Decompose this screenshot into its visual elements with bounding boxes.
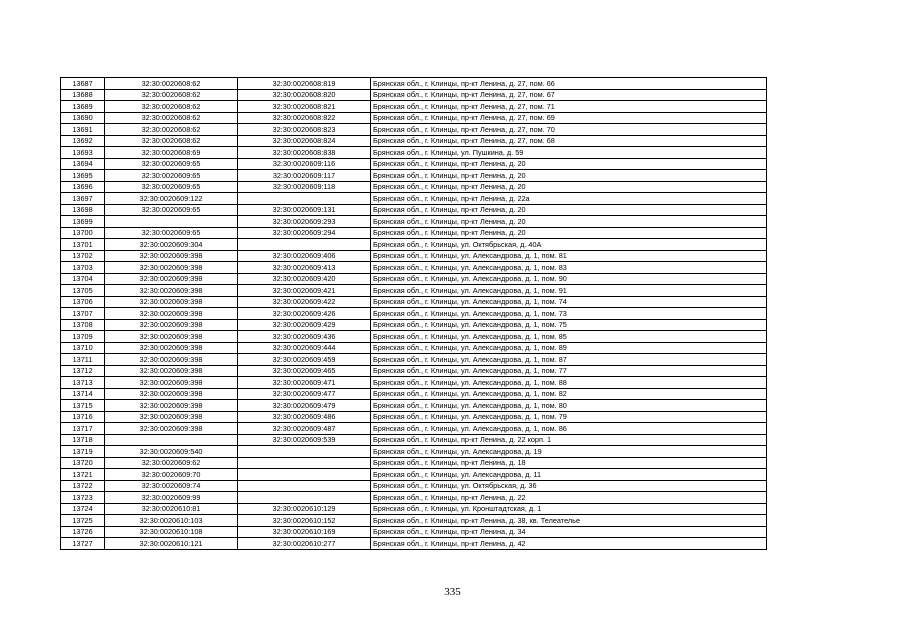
row-number-cell: 13696: [61, 181, 105, 193]
object-cadastral-number-cell: 32:30:0020608:819: [238, 78, 371, 90]
table-row: [61, 135, 767, 147]
parcel-cadastral-number-cell: 32:30:0020609:398: [105, 400, 238, 412]
object-cadastral-number-cell: [238, 239, 371, 251]
table-row: [61, 170, 767, 182]
address-cell: Брянская обл., г. Клинцы, пр-кт Ленина, д. 22 корп. 1: [371, 434, 767, 446]
parcel-cadastral-number-cell: 32:30:0020609:62: [105, 457, 238, 469]
address-cell: Брянская обл., г. Клинцы, ул. Александрова, д. 1, пом. 75: [371, 319, 767, 331]
address-cell: Брянская обл., г. Клинцы, пр-кт Ленина, д. 18: [371, 457, 767, 469]
address-cell: Брянская обл., г. Клинцы, пр-кт Ленина, д. 42: [371, 538, 767, 550]
row-number-cell: 13698: [61, 204, 105, 216]
row-number-cell: 13721: [61, 469, 105, 481]
address-cell: Брянская обл., г. Клинцы, ул. Александрова, д. 1, пом. 81: [371, 250, 767, 262]
parcel-cadastral-number-cell: 32:30:0020609:74: [105, 480, 238, 492]
row-number-cell: 13717: [61, 423, 105, 435]
object-cadastral-number-cell: 32:30:0020609:444: [238, 342, 371, 354]
row-number-cell: 13710: [61, 342, 105, 354]
table-row: [61, 193, 767, 205]
address-cell: Брянская обл., г. Клинцы, пр-кт Ленина, д. 20: [371, 216, 767, 228]
address-cell: Брянская обл., г. Клинцы, ул. Александрова, д. 1, пом. 80: [371, 400, 767, 412]
object-cadastral-number-cell: 32:30:0020609:294: [238, 227, 371, 239]
parcel-cadastral-number-cell: 32:30:0020609:398: [105, 250, 238, 262]
table-row: [61, 204, 767, 216]
address-cell: Брянская обл., г. Клинцы, пр-кт Ленина, д. 22а: [371, 193, 767, 205]
address-cell: Брянская обл., г. Клинцы, пр-кт Ленина, д. 38, кв. Телеателье: [371, 515, 767, 527]
row-number-cell: 13687: [61, 78, 105, 90]
row-number-cell: 13727: [61, 538, 105, 550]
address-cell: Брянская обл., г. Клинцы, ул. Александрова, д. 1, пом. 77: [371, 365, 767, 377]
parcel-cadastral-number-cell: 32:30:0020610:121: [105, 538, 238, 550]
object-cadastral-number-cell: 32:30:0020608:820: [238, 89, 371, 101]
parcel-cadastral-number-cell: 32:30:0020609:398: [105, 262, 238, 274]
row-number-cell: 13690: [61, 112, 105, 124]
table-row: [61, 250, 767, 262]
parcel-cadastral-number-cell: 32:30:0020608:69: [105, 147, 238, 159]
parcel-cadastral-number-cell: 32:30:0020609:304: [105, 239, 238, 251]
address-cell: Брянская обл., г. Клинцы, ул. Александрова, д. 1, пом. 87: [371, 354, 767, 366]
row-number-cell: 13694: [61, 158, 105, 170]
address-cell: Брянская обл., г. Клинцы, ул. Александрова, д. 1, пом. 85: [371, 331, 767, 343]
address-cell: Брянская обл., г. Клинцы, ул. Александрова, д. 1, пом. 73: [371, 308, 767, 320]
page-number: 335: [444, 586, 461, 598]
table-row: [61, 239, 767, 251]
object-cadastral-number-cell: 32:30:0020609:487: [238, 423, 371, 435]
table-row: [61, 296, 767, 308]
row-number-cell: 13711: [61, 354, 105, 366]
cadastral-table-body: [61, 78, 767, 550]
object-cadastral-number-cell: 32:30:0020609:426: [238, 308, 371, 320]
table-row: [61, 469, 767, 481]
row-number-cell: 13700: [61, 227, 105, 239]
parcel-cadastral-number-cell: 32:30:0020608:62: [105, 89, 238, 101]
address-cell: Брянская обл., г. Клинцы, ул. Октябрьская, д. 40А: [371, 239, 767, 251]
parcel-cadastral-number-cell: 32:30:0020609:398: [105, 354, 238, 366]
address-cell: Брянская обл., г. Клинцы, ул. Александрова, д. 1, пом. 82: [371, 388, 767, 400]
parcel-cadastral-number-cell: 32:30:0020609:398: [105, 273, 238, 285]
address-cell: Брянская обл., г. Клинцы, ул. Александрова, д. 1, пом. 90: [371, 273, 767, 285]
parcel-cadastral-number-cell: 32:30:0020609:398: [105, 388, 238, 400]
parcel-cadastral-number-cell: [105, 434, 238, 446]
address-cell: Брянская обл., г. Клинцы, ул. Александрова, д. 1, пом. 74: [371, 296, 767, 308]
parcel-cadastral-number-cell: 32:30:0020609:122: [105, 193, 238, 205]
address-cell: Брянская обл., г. Клинцы, ул. Кронштадтская, д. 1: [371, 503, 767, 515]
object-cadastral-number-cell: 32:30:0020609:486: [238, 411, 371, 423]
table-row: [61, 423, 767, 435]
address-cell: Брянская обл., г. Клинцы, пр-кт Ленина, д. 22: [371, 492, 767, 504]
parcel-cadastral-number-cell: 32:30:0020609:398: [105, 331, 238, 343]
address-cell: Брянская обл., г. Клинцы, ул. Октябрьская, д. 36: [371, 480, 767, 492]
object-cadastral-number-cell: 32:30:0020609:117: [238, 170, 371, 182]
row-number-cell: 13715: [61, 400, 105, 412]
row-number-cell: 13689: [61, 101, 105, 113]
parcel-cadastral-number-cell: 32:30:0020609:398: [105, 296, 238, 308]
object-cadastral-number-cell: 32:30:0020608:823: [238, 124, 371, 136]
table-row: [61, 308, 767, 320]
address-cell: Брянская обл., г. Клинцы, ул. Александрова, д. 1, пом. 91: [371, 285, 767, 297]
parcel-cadastral-number-cell: 32:30:0020609:540: [105, 446, 238, 458]
table-row: [61, 411, 767, 423]
parcel-cadastral-number-cell: 32:30:0020608:62: [105, 101, 238, 113]
table-row: [61, 526, 767, 538]
address-cell: Брянская обл., г. Клинцы, пр-кт Ленина, д. 20: [371, 204, 767, 216]
table-row: [61, 181, 767, 193]
row-number-cell: 13707: [61, 308, 105, 320]
row-number-cell: 13716: [61, 411, 105, 423]
row-number-cell: 13713: [61, 377, 105, 389]
object-cadastral-number-cell: 32:30:0020610:152: [238, 515, 371, 527]
row-number-cell: 13692: [61, 135, 105, 147]
address-cell: Брянская обл., г. Клинцы, пр-кт Ленина, д. 20: [371, 158, 767, 170]
object-cadastral-number-cell: 32:30:0020609:118: [238, 181, 371, 193]
table-row: [61, 319, 767, 331]
cadastral-table: [60, 77, 767, 550]
object-cadastral-number-cell: 32:30:0020610:277: [238, 538, 371, 550]
table-row: [61, 89, 767, 101]
table-row: [61, 147, 767, 159]
row-number-cell: 13726: [61, 526, 105, 538]
object-cadastral-number-cell: [238, 469, 371, 481]
object-cadastral-number-cell: 32:30:0020608:824: [238, 135, 371, 147]
table-row: [61, 503, 767, 515]
address-cell: Брянская обл., г. Клинцы, пр-кт Ленина, д. 27, пом. 69: [371, 112, 767, 124]
table-row: [61, 112, 767, 124]
row-number-cell: 13703: [61, 262, 105, 274]
row-number-cell: 13724: [61, 503, 105, 515]
address-cell: Брянская обл., г. Клинцы, пр-кт Ленина, д. 27, пом. 70: [371, 124, 767, 136]
address-cell: Брянская обл., г. Клинцы, ул. Александрова, д. 1, пом. 83: [371, 262, 767, 274]
object-cadastral-number-cell: 32:30:0020609:479: [238, 400, 371, 412]
table-row: [61, 515, 767, 527]
row-number-cell: 13688: [61, 89, 105, 101]
table-row: [61, 216, 767, 228]
parcel-cadastral-number-cell: 32:30:0020609:70: [105, 469, 238, 481]
object-cadastral-number-cell: [238, 193, 371, 205]
row-number-cell: 13720: [61, 457, 105, 469]
parcel-cadastral-number-cell: 32:30:0020608:62: [105, 135, 238, 147]
parcel-cadastral-number-cell: 32:30:0020609:65: [105, 158, 238, 170]
table-row: [61, 158, 767, 170]
address-cell: Брянская обл., г. Клинцы, ул. Александрова, д. 1, пом. 88: [371, 377, 767, 389]
parcel-cadastral-number-cell: 32:30:0020609:398: [105, 308, 238, 320]
address-cell: Брянская обл., г. Клинцы, пр-кт Ленина, д. 34: [371, 526, 767, 538]
object-cadastral-number-cell: 32:30:0020609:131: [238, 204, 371, 216]
row-number-cell: 13722: [61, 480, 105, 492]
parcel-cadastral-number-cell: 32:30:0020609:65: [105, 227, 238, 239]
row-number-cell: 13695: [61, 170, 105, 182]
table-row: [61, 446, 767, 458]
object-cadastral-number-cell: [238, 446, 371, 458]
object-cadastral-number-cell: 32:30:0020609:429: [238, 319, 371, 331]
table-row: [61, 273, 767, 285]
parcel-cadastral-number-cell: 32:30:0020609:398: [105, 423, 238, 435]
object-cadastral-number-cell: 32:30:0020608:838: [238, 147, 371, 159]
row-number-cell: 13706: [61, 296, 105, 308]
address-cell: Брянская обл., г. Клинцы, пр-кт Ленина, д. 20: [371, 227, 767, 239]
row-number-cell: 13714: [61, 388, 105, 400]
parcel-cadastral-number-cell: [105, 216, 238, 228]
address-cell: Брянская обл., г. Клинцы, ул. Александрова, д. 1, пом. 86: [371, 423, 767, 435]
row-number-cell: 13712: [61, 365, 105, 377]
object-cadastral-number-cell: [238, 457, 371, 469]
table-row: [61, 434, 767, 446]
address-cell: Брянская обл., г. Клинцы, пр-кт Ленина, д. 27, пом. 68: [371, 135, 767, 147]
table-row: [61, 285, 767, 297]
table-row: [61, 124, 767, 136]
object-cadastral-number-cell: 32:30:0020609:459: [238, 354, 371, 366]
object-cadastral-number-cell: [238, 480, 371, 492]
row-number-cell: 13725: [61, 515, 105, 527]
parcel-cadastral-number-cell: 32:30:0020609:398: [105, 365, 238, 377]
object-cadastral-number-cell: 32:30:0020609:471: [238, 377, 371, 389]
table-row: [61, 492, 767, 504]
table-row: [61, 78, 767, 90]
object-cadastral-number-cell: 32:30:0020609:421: [238, 285, 371, 297]
address-cell: Брянская обл., г. Клинцы, ул. Пушкина, д. 59: [371, 147, 767, 159]
address-cell: Брянская обл., г. Клинцы, пр-кт Ленина, д. 20: [371, 170, 767, 182]
row-number-cell: 13697: [61, 193, 105, 205]
table-row: [61, 377, 767, 389]
address-cell: Брянская обл., г. Клинцы, ул. Александрова, д. 1, пом. 89: [371, 342, 767, 354]
object-cadastral-number-cell: 32:30:0020609:422: [238, 296, 371, 308]
row-number-cell: 13701: [61, 239, 105, 251]
object-cadastral-number-cell: 32:30:0020608:822: [238, 112, 371, 124]
parcel-cadastral-number-cell: 32:30:0020609:398: [105, 342, 238, 354]
object-cadastral-number-cell: 32:30:0020609:420: [238, 273, 371, 285]
row-number-cell: 13693: [61, 147, 105, 159]
row-number-cell: 13705: [61, 285, 105, 297]
row-number-cell: 13704: [61, 273, 105, 285]
table-row: [61, 354, 767, 366]
address-cell: Брянская обл., г. Клинцы, пр-кт Ленина, д. 27, пом. 66: [371, 78, 767, 90]
parcel-cadastral-number-cell: 32:30:0020608:62: [105, 78, 238, 90]
parcel-cadastral-number-cell: 32:30:0020608:62: [105, 112, 238, 124]
table-row: [61, 101, 767, 113]
object-cadastral-number-cell: 32:30:0020608:821: [238, 101, 371, 113]
object-cadastral-number-cell: 32:30:0020610:169: [238, 526, 371, 538]
row-number-cell: 13709: [61, 331, 105, 343]
table-row: [61, 227, 767, 239]
object-cadastral-number-cell: 32:30:0020609:293: [238, 216, 371, 228]
object-cadastral-number-cell: 32:30:0020609:116: [238, 158, 371, 170]
row-number-cell: 13699: [61, 216, 105, 228]
object-cadastral-number-cell: 32:30:0020609:477: [238, 388, 371, 400]
object-cadastral-number-cell: [238, 492, 371, 504]
table-row: [61, 365, 767, 377]
object-cadastral-number-cell: 32:30:0020609:436: [238, 331, 371, 343]
parcel-cadastral-number-cell: 32:30:0020609:65: [105, 170, 238, 182]
address-cell: Брянская обл., г. Клинцы, ул. Александрова, д. 11: [371, 469, 767, 481]
address-cell: Брянская обл., г. Клинцы, пр-кт Ленина, д. 27, пом. 71: [371, 101, 767, 113]
parcel-cadastral-number-cell: 32:30:0020610:108: [105, 526, 238, 538]
table-row: [61, 262, 767, 274]
table-row: [61, 400, 767, 412]
object-cadastral-number-cell: 32:30:0020609:539: [238, 434, 371, 446]
row-number-cell: 13718: [61, 434, 105, 446]
parcel-cadastral-number-cell: 32:30:0020609:99: [105, 492, 238, 504]
parcel-cadastral-number-cell: 32:30:0020609:65: [105, 181, 238, 193]
parcel-cadastral-number-cell: 32:30:0020609:65: [105, 204, 238, 216]
row-number-cell: 13719: [61, 446, 105, 458]
parcel-cadastral-number-cell: 32:30:0020610:103: [105, 515, 238, 527]
table-row: [61, 480, 767, 492]
parcel-cadastral-number-cell: 32:30:0020609:398: [105, 319, 238, 331]
object-cadastral-number-cell: 32:30:0020609:465: [238, 365, 371, 377]
row-number-cell: 13691: [61, 124, 105, 136]
parcel-cadastral-number-cell: 32:30:0020609:398: [105, 411, 238, 423]
parcel-cadastral-number-cell: 32:30:0020609:398: [105, 285, 238, 297]
parcel-cadastral-number-cell: 32:30:0020609:398: [105, 377, 238, 389]
address-cell: Брянская обл., г. Клинцы, пр-кт Ленина, д. 20: [371, 181, 767, 193]
parcel-cadastral-number-cell: 32:30:0020610:81: [105, 503, 238, 515]
object-cadastral-number-cell: 32:30:0020609:406: [238, 250, 371, 262]
row-number-cell: 13723: [61, 492, 105, 504]
object-cadastral-number-cell: 32:30:0020610:129: [238, 503, 371, 515]
object-cadastral-number-cell: 32:30:0020609:413: [238, 262, 371, 274]
address-cell: Брянская обл., г. Клинцы, ул. Александрова, д. 1, пом. 79: [371, 411, 767, 423]
address-cell: Брянская обл., г. Клинцы, ул. Александрова, д. 19: [371, 446, 767, 458]
row-number-cell: 13702: [61, 250, 105, 262]
row-number-cell: 13708: [61, 319, 105, 331]
address-cell: Брянская обл., г. Клинцы, пр-кт Ленина, д. 27, пом. 67: [371, 89, 767, 101]
table-row: [61, 342, 767, 354]
table-row: [61, 388, 767, 400]
table-row: [61, 538, 767, 550]
parcel-cadastral-number-cell: 32:30:0020608:62: [105, 124, 238, 136]
table-row: [61, 457, 767, 469]
table-row: [61, 331, 767, 343]
